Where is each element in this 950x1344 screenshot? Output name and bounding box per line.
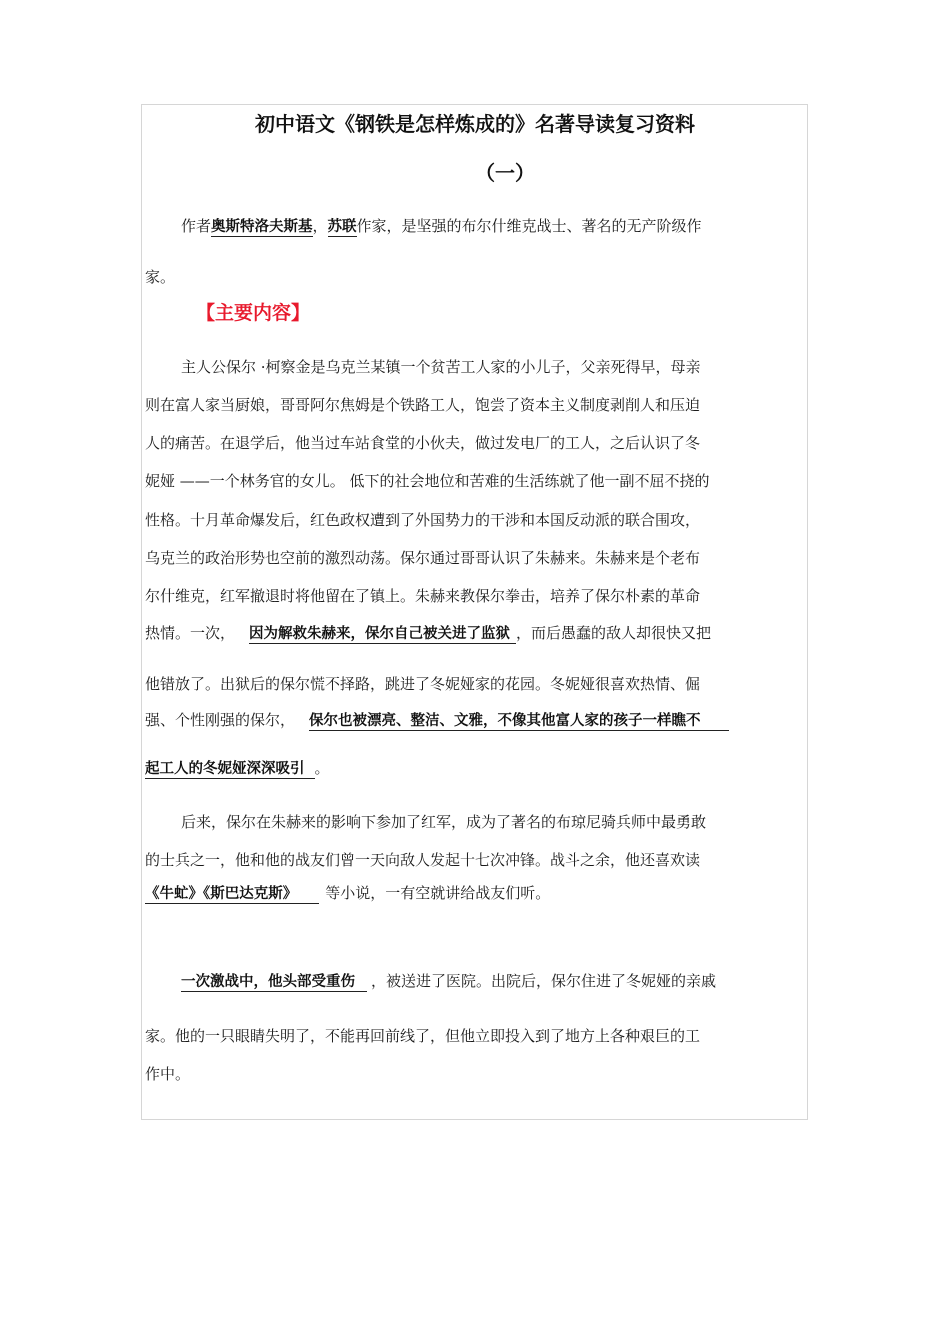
author-name-blank: 奥斯特洛夫斯基 <box>211 219 313 235</box>
para1-line-8-end: ，而后愚蠢的敌人却很快又把 <box>516 624 712 642</box>
para1-line-6: 乌克兰的政治形势也空前的激烈动荡。保尔通过哥哥认识了朱赫来。朱赫来是个老布 <box>145 549 701 567</box>
para3-line-2: 家。他的一只眼睛失明了，不能再回前线了，但他立即投入到了地方上各种艰巨的工 <box>145 1027 701 1045</box>
para1-line-3: 人的痛苦。在退学后，他当过车站食堂的小伙夫，做过发电厂的工人，之后认识了冬 <box>145 434 701 452</box>
fill-in-answer-injury: 一次激战中，他头部受重伤 <box>181 974 367 992</box>
fill-in-answer-novels: 《牛虻》《斯巴达克斯》 <box>145 886 319 904</box>
para1-line-10-start: 强、个性刚强的保尔， <box>145 711 296 729</box>
para3-line-3: 作中。 <box>145 1065 191 1083</box>
author-prefix: 作者 <box>181 217 212 235</box>
author-line-cont: 家。 <box>145 268 176 286</box>
author-country-blank: 苏联 <box>327 219 357 235</box>
para1-line-2: 则在富人家当厨娘，哥哥阿尔焦姆是个铁路工人，饱尝了资本主义制度剥削人和压迫 <box>145 396 701 414</box>
document-frame <box>141 104 808 1120</box>
author-sep: ， <box>312 217 328 235</box>
para3-line-1-end: ，被送进了医院。出院后，保尔住进了冬妮娅的亲戚 <box>371 972 717 990</box>
para1-line-8 <box>145 623 711 644</box>
para1-line-11 <box>145 758 330 779</box>
para2-line-3-end: 等小说，一有空就讲给战友们听。 <box>325 884 551 902</box>
author-line <box>181 216 702 237</box>
fill-in-answer-prison: 因为解救朱赫来，保尔自己被关进了监狱 <box>249 626 516 644</box>
para1-line-9: 他错放了。出狱后的保尔慌不择路，跳进了冬妮娅家的花园。冬妮娅很喜欢热情、倔 <box>145 675 701 693</box>
para2-line-1: 后来，保尔在朱赫来的影响下参加了红军，成为了著名的布琼尼骑兵师中最勇敢 <box>181 813 707 831</box>
para1-line-11-end: 。 <box>314 759 330 777</box>
document-subtitle: （一） <box>475 161 535 185</box>
para2-line-2: 的士兵之一，他和他的战友们曾一天向敌人发起十七次冲锋。战斗之余，他还喜欢读 <box>145 851 701 869</box>
para1-line-5: 性格。十月革命爆发后，红色政权遭到了外国势力的干涉和本国反动派的联合围攻， <box>145 511 701 529</box>
section-heading-main-content: 【主要内容】 <box>196 302 311 324</box>
document-title: 初中语文《钢铁是怎样炼成的》名著导读复习资料 <box>255 112 695 136</box>
para1-line-4: 妮娅 ——一个林务官的女儿。 低下的社会地位和苦难的生活练就了他一副不屈不挠的 <box>145 472 710 490</box>
author-suffix: 作家，是坚强的布尔什维克战士、著名的无产阶级作 <box>356 217 702 235</box>
para1-line-7: 尔什维克，红军撤退时将他留在了镇上。朱赫来教保尔拳击，培养了保尔朴素的革命 <box>145 587 701 605</box>
para2-line-3 <box>145 883 550 904</box>
fill-in-answer-attraction: 保尔也被漂亮、整洁、文雅，不像其他富人家的孩子一样瞧不 <box>309 713 729 731</box>
para1-line-8-start: 热情。一次， <box>145 624 236 642</box>
para3-line-1 <box>181 971 716 992</box>
fill-in-answer-attraction-cont: 起工人的冬妮娅深深吸引 <box>145 761 315 779</box>
para1-line-10 <box>145 710 729 731</box>
para1-line-1: 主人公保尔 ·柯察金是乌克兰某镇一个贫苦工人家的小儿子，父亲死得早，母亲 <box>181 358 701 376</box>
